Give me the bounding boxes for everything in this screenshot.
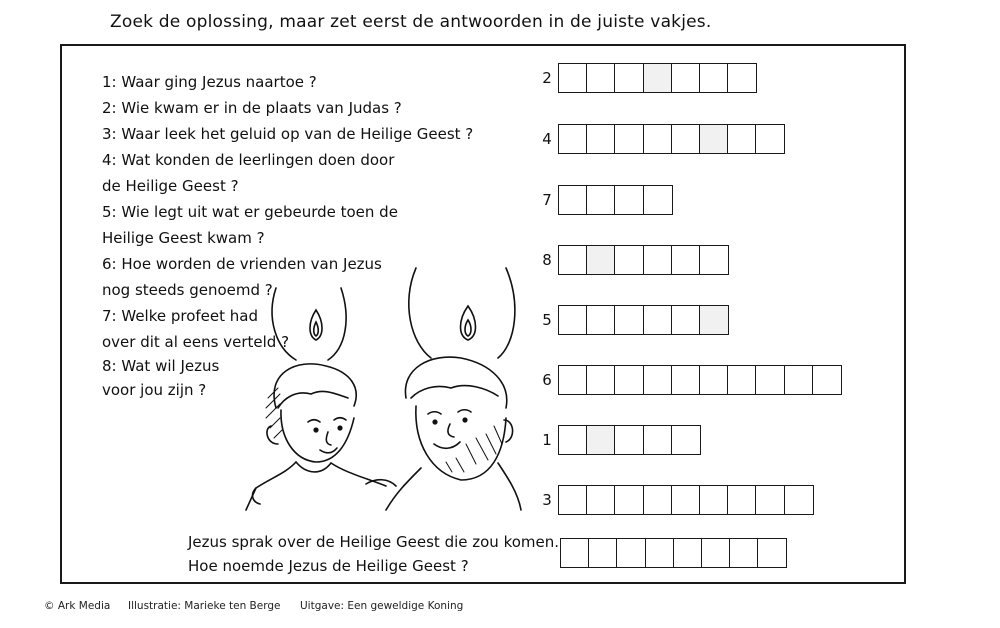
row-number: 5 bbox=[542, 311, 552, 329]
answer-cell[interactable] bbox=[643, 63, 673, 93]
solution-cells bbox=[560, 538, 786, 570]
answer-cell[interactable] bbox=[614, 245, 644, 275]
answer-cell[interactable] bbox=[614, 485, 644, 515]
answer-cell[interactable] bbox=[614, 124, 644, 154]
solution-cell[interactable] bbox=[673, 538, 703, 568]
question-line: de Heilige Geest ? bbox=[102, 177, 239, 195]
publication-credit: Uitgave: Een geweldige Koning bbox=[300, 600, 464, 612]
instruction-text: Zoek de oplossing, maar zet eerst de antwoorden in de juiste vakjes. bbox=[110, 12, 712, 32]
answer-cell[interactable] bbox=[727, 124, 757, 154]
answer-cell[interactable] bbox=[643, 305, 673, 335]
answer-cell[interactable] bbox=[558, 245, 588, 275]
question-line: 3: Waar leek het geluid op van de Heilige Geest ? bbox=[102, 125, 474, 143]
answer-cell[interactable] bbox=[784, 485, 814, 515]
question-line: 1: Waar ging Jezus naartoe ? bbox=[102, 73, 317, 91]
answer-cell[interactable] bbox=[558, 305, 588, 335]
solution-cell[interactable] bbox=[729, 538, 759, 568]
answer-cell[interactable] bbox=[586, 485, 616, 515]
row-number: 4 bbox=[542, 130, 552, 148]
question-line: voor jou zijn ? bbox=[102, 381, 207, 399]
answer-cell[interactable] bbox=[614, 425, 644, 455]
answer-cell[interactable] bbox=[586, 365, 616, 395]
solution-cell[interactable] bbox=[645, 538, 675, 568]
answer-cell[interactable] bbox=[699, 485, 729, 515]
answer-cell[interactable] bbox=[671, 305, 701, 335]
copyright-text: © Ark Media bbox=[44, 600, 111, 612]
answer-cell[interactable] bbox=[643, 365, 673, 395]
answer-cell[interactable] bbox=[671, 485, 701, 515]
answer-cell[interactable] bbox=[558, 425, 588, 455]
answer-cell[interactable] bbox=[699, 124, 729, 154]
illustration-credit: Illustratie: Marieke ten Berge bbox=[128, 600, 281, 612]
solution-cell[interactable] bbox=[757, 538, 787, 568]
answer-cell[interactable] bbox=[699, 305, 729, 335]
answer-cell[interactable] bbox=[586, 245, 616, 275]
question-line: 8: Wat wil Jezus bbox=[102, 357, 220, 375]
final-question-line: Jezus sprak over de Heilige Geest die zou komen. bbox=[188, 533, 560, 551]
row-number: 2 bbox=[542, 69, 552, 87]
answer-cell[interactable] bbox=[643, 485, 673, 515]
solution-cell[interactable] bbox=[560, 538, 590, 568]
answer-cell[interactable] bbox=[614, 365, 644, 395]
question-line: 6: Hoe worden de vrienden van Jezus bbox=[102, 255, 382, 273]
solution-cell[interactable] bbox=[616, 538, 646, 568]
answer-cell[interactable] bbox=[755, 124, 785, 154]
solution-cell[interactable] bbox=[588, 538, 618, 568]
answer-cell[interactable] bbox=[671, 124, 701, 154]
answer-cell[interactable] bbox=[755, 365, 785, 395]
answer-cell[interactable] bbox=[614, 305, 644, 335]
final-question-line: Hoe noemde Jezus de Heilige Geest ? bbox=[188, 557, 469, 575]
question-line: 7: Welke profeet had bbox=[102, 307, 259, 325]
answer-cell[interactable] bbox=[699, 245, 729, 275]
question-line: nog steeds genoemd ? bbox=[102, 281, 273, 299]
answer-cell[interactable] bbox=[586, 63, 616, 93]
question-line: Heilige Geest kwam ? bbox=[102, 229, 265, 247]
question-line: 5: Wie legt uit wat er gebeurde toen de bbox=[102, 203, 398, 221]
answer-cell[interactable] bbox=[671, 425, 701, 455]
answer-cell[interactable] bbox=[558, 485, 588, 515]
answer-cell[interactable] bbox=[586, 185, 616, 215]
question-line: 4: Wat konden de leerlingen doen door bbox=[102, 151, 395, 169]
answer-cell[interactable] bbox=[614, 185, 644, 215]
answer-cell[interactable] bbox=[671, 245, 701, 275]
answer-cell[interactable] bbox=[558, 63, 588, 93]
answer-cell[interactable] bbox=[784, 365, 814, 395]
answer-cell[interactable] bbox=[586, 425, 616, 455]
answer-cell[interactable] bbox=[614, 63, 644, 93]
row-number: 6 bbox=[542, 371, 552, 389]
answer-cell[interactable] bbox=[727, 63, 757, 93]
row-number: 8 bbox=[542, 251, 552, 269]
answer-cell[interactable] bbox=[643, 425, 673, 455]
answer-cell[interactable] bbox=[558, 124, 588, 154]
row-number: 1 bbox=[542, 431, 552, 449]
question-line: 2: Wie kwam er in de plaats van Judas ? bbox=[102, 99, 402, 117]
answer-cell[interactable] bbox=[643, 245, 673, 275]
answer-cell[interactable] bbox=[671, 365, 701, 395]
answer-cell[interactable] bbox=[671, 63, 701, 93]
answer-cell[interactable] bbox=[755, 485, 785, 515]
row-number: 3 bbox=[542, 491, 552, 509]
answer-cell[interactable] bbox=[643, 185, 673, 215]
answer-cell[interactable] bbox=[812, 365, 842, 395]
disciples-illustration bbox=[236, 248, 526, 513]
answer-cell[interactable] bbox=[727, 485, 757, 515]
answer-cell[interactable] bbox=[558, 185, 588, 215]
answer-cell[interactable] bbox=[699, 365, 729, 395]
question-line: over dit al eens verteld ? bbox=[102, 333, 290, 351]
answer-cell[interactable] bbox=[586, 124, 616, 154]
solution-cell[interactable] bbox=[701, 538, 731, 568]
answer-cell[interactable] bbox=[586, 305, 616, 335]
answer-cell[interactable] bbox=[643, 124, 673, 154]
answer-cell[interactable] bbox=[727, 365, 757, 395]
answer-cell[interactable] bbox=[699, 63, 729, 93]
row-number: 7 bbox=[542, 191, 552, 209]
answer-cell[interactable] bbox=[558, 365, 588, 395]
